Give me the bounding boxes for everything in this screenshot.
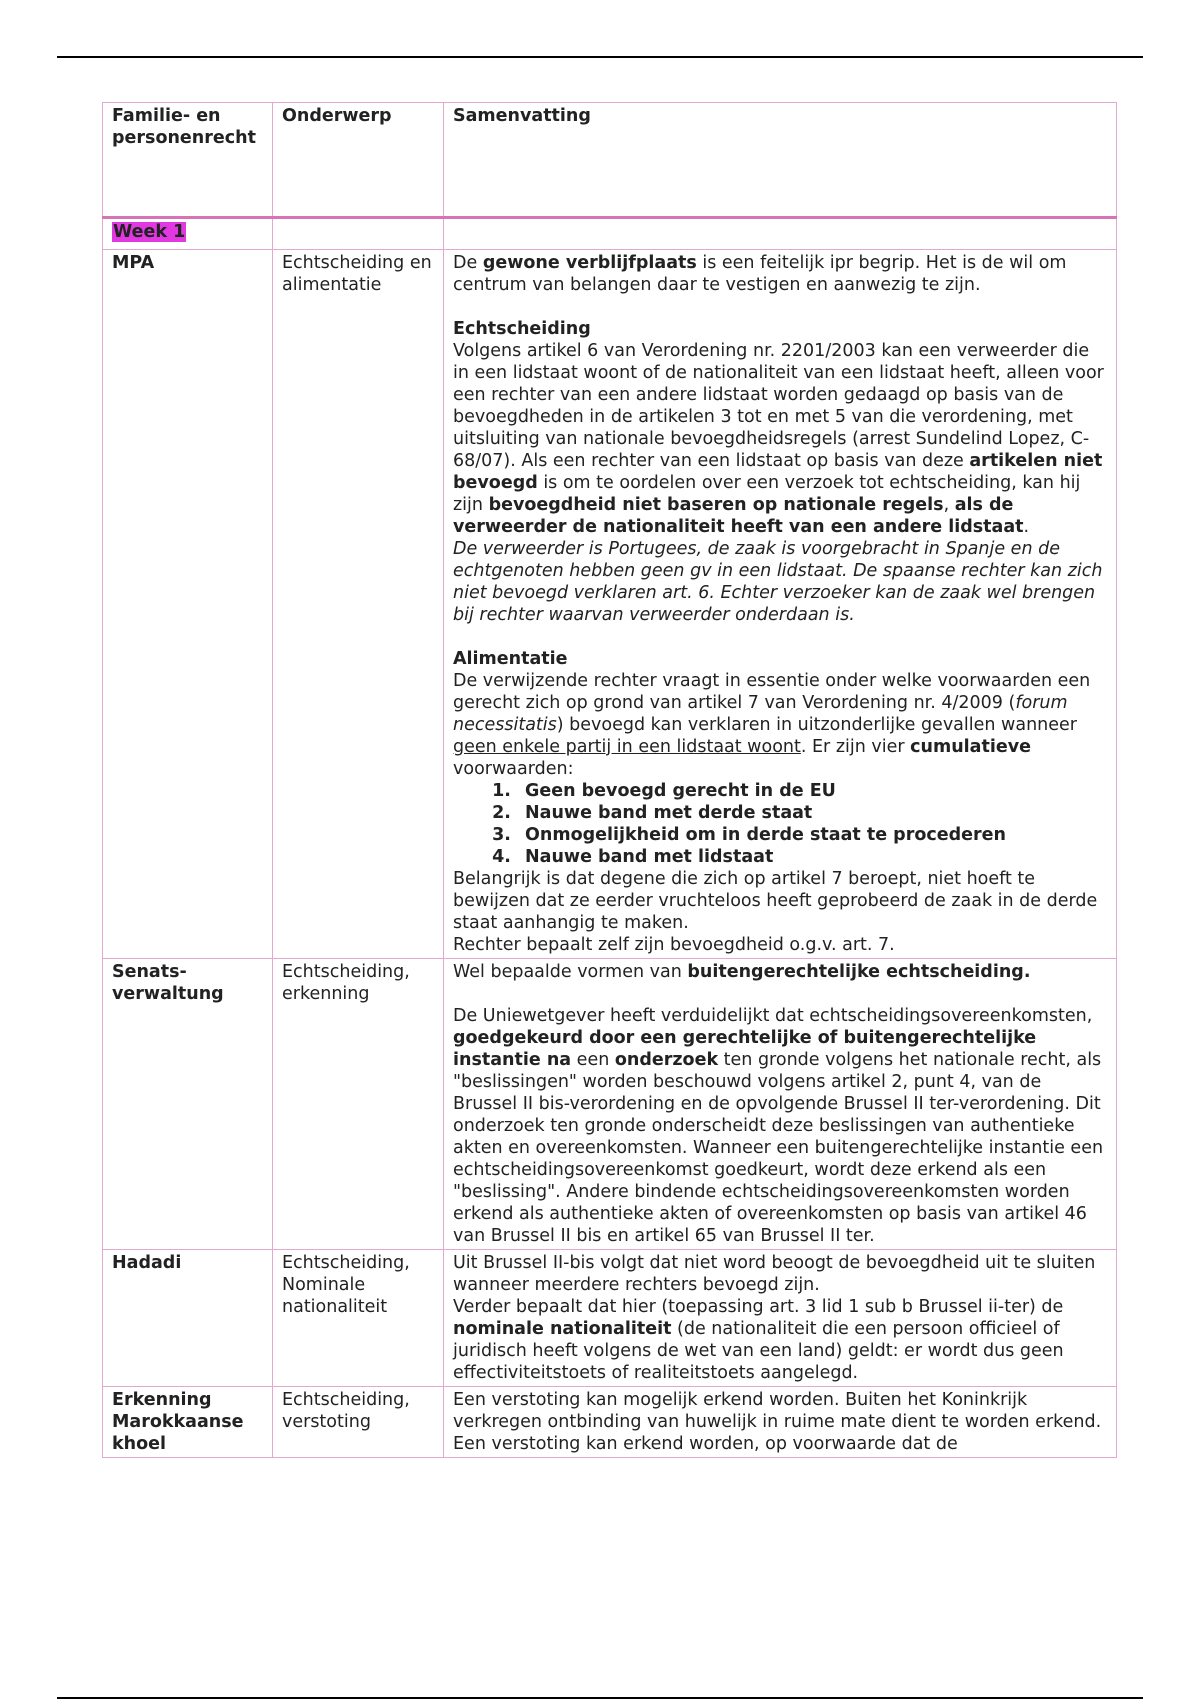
week-label: Week 1	[113, 222, 186, 242]
section-title: Alimentatie	[453, 649, 568, 669]
column-header-summary: Samenvatting	[444, 103, 1117, 218]
table-row	[103, 959, 1117, 1250]
case-summary	[444, 1250, 1117, 1387]
summary-paragraph: Wel bepaalde vormen van buitengerechtelijke echtscheiding.	[453, 962, 1031, 982]
case-subject: Echtscheiding, Nominale nationaliteit	[273, 1250, 444, 1387]
case-name: MPA	[103, 250, 273, 959]
case-subject: Echtscheiding en alimentatie	[273, 250, 444, 959]
column-header-area: Familie- en personenrecht	[103, 103, 273, 218]
section-title: Echtscheiding	[453, 319, 591, 339]
summary-paragraph: Volgens artikel 6 van Verordening nr. 2201/2003 kan een verweerder die in een lidstaat woont of de nationaliteit van een lidstaat heeft, alleen voor een rechter van een andere lidstaat worden gedaagd op basis van de bevoegdheden in de artikelen 3 tot en met 5 van die verordening, met uitsluiting van nationale bevoegdheidsregels (arrest Sundelind Lopez, C-68/07). Als een rechter van een lidstaat op basis van deze artikelen niet bevoegd is om te oordelen over een verzoek tot echtscheiding, kan hij zijn bevoegdheid niet baseren op nationale regels, als de verweerder de nationaliteit heeft van een andere lidstaat.	[453, 341, 1104, 537]
summary-paragraph: De gewone verblijfplaats is een feitelijk ipr begrip. Het is de wil om centrum van belangen daar te vestigen en aanwezig te zijn.	[453, 253, 1067, 295]
summary-paragraph: De Uniewetgever heeft verduidelijkt dat echtscheidingsovereenkomsten, goedgekeurd door een gerechtelijke of buitengerechtelijke instantie na een onderzoek ten gronde volgens het nationale recht, als "beslissingen" worden beschouwd volgens artikel 2, punt 4, van de Brussel II bis-verordening en de opvolgende Brussel II ter-verordening. Dit onderzoek ten gronde onderscheidt deze beslissingen van authentieke akten en overeenkomsten. Wanneer een buitengerechtelijke instantie een echtscheidingsovereenkomst goedkeurt, wordt deze erkend als een "beslissing". Andere bindende echtscheidingsovereenkomsten worden erkend als authentieke akten of overeenkomsten op basis van artikel 46 van Brussel II bis en artikel 65 van Brussel II ter.	[453, 1006, 1104, 1246]
footer-rule	[57, 1697, 1143, 1699]
summary-paragraph: Belangrijk is dat degene die zich op artikel 7 beroept, niet hoeft te bewijzen dat ze eerder vruchteloos heeft geprobeerd de zaak in de derde staat aanhangig te maken.	[453, 869, 1098, 933]
summary-paragraph: Verder bepaalt dat hier (toepassing art. 3 lid 1 sub b Brussel ii-ter) de nominale nationaliteit (de nationaliteit die een persoon officieel of juridisch heeft volgens de wet van een land) geldt: er wordt dus geen effectiviteitstoets of realiteitstoets aangelegd.	[453, 1297, 1064, 1383]
table-row	[103, 250, 1117, 959]
case-name: Senats-verwaltung	[103, 959, 273, 1250]
summary-paragraph: Uit Brussel II-bis volgt dat niet word beoogt de bevoegdheid uit te sluiten wanneer meerdere rechters bevoegd zijn.	[453, 1253, 1096, 1295]
header-rule	[57, 56, 1143, 58]
list-item: 2. Nauwe band met derde staat	[517, 802, 1108, 824]
column-header-subject: Onderwerp	[273, 103, 444, 218]
case-name: Hadadi	[103, 1250, 273, 1387]
summary-paragraph: De verwijzende rechter vraagt in essentie onder welke voorwaarden een gerecht zich op grond van artikel 7 van Verordening nr. 4/2009 (forum necessitatis) bevoegd kan verklaren in uitzonderlijke gevallen wanneer geen enkele partij in een lidstaat woont. Er zijn vier cumulatieve voorwaarden:	[453, 671, 1091, 779]
list-item: 3. Onmogelijkheid om in derde staat te procederen	[517, 824, 1108, 846]
list-item: 4. Nauwe band met lidstaat	[517, 846, 1108, 868]
case-name: Erkenning Marokkaanse khoel	[103, 1387, 273, 1458]
summary-paragraph: Een verstoting kan mogelijk erkend worden. Buiten het Koninkrijk verkregen ontbinding van huwelijk in ruime mate dient te worden erkend. Een verstoting kan erkend worden, op voorwaarde dat de	[453, 1390, 1102, 1454]
table-header-row	[103, 103, 1117, 218]
case-subject: Echtscheiding, verstoting	[273, 1387, 444, 1458]
summary-italic-note: De verweerder is Portugees, de zaak is voorgebracht in Spanje en de echtgenoten hebben geen gv in een lidstaat. De spaanse rechter kan zich niet bevoegd verklaren art. 6. Echter verzoeker kan de zaak wel brengen bij rechter waarvan verweerder onderdaan is.	[453, 539, 1103, 625]
list-item: 1. Geen bevoegd gerecht in de EU	[517, 780, 1108, 802]
case-summary	[444, 250, 1117, 959]
case-summary	[444, 1387, 1117, 1458]
conditions-list	[453, 780, 1108, 868]
table-row	[103, 1387, 1117, 1458]
summary-paragraph: Rechter bepaalt zelf zijn bevoegdheid o.g.v. art. 7.	[453, 935, 895, 955]
case-subject: Echtscheiding, erkenning	[273, 959, 444, 1250]
case-summary	[444, 959, 1117, 1250]
week-row	[103, 218, 1117, 250]
table-row	[103, 1250, 1117, 1387]
case-summary-table	[102, 102, 1117, 1458]
